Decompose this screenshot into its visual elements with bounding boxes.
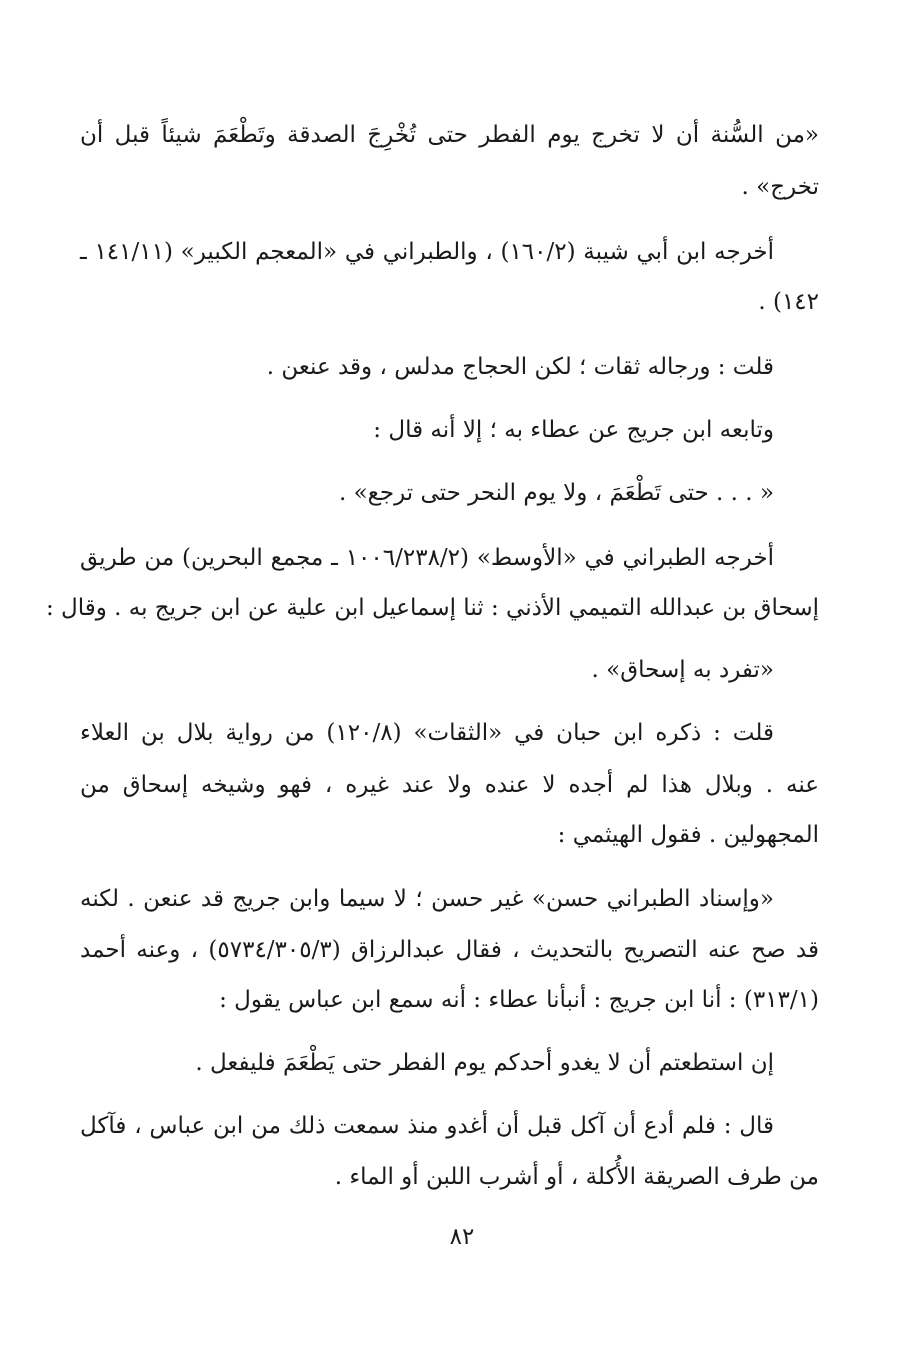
text-line-9: إسحاق بن عبدالله التميمي الأذني : ثنا إسماعيل ابن علية عن ابن جريج به . وقال : <box>45 595 819 621</box>
text-line-8: أخرجه الطبراني في «الأوسط» (١٠٠٦/٢٣٨/٢ ـ مجمع البحرين) من طريق <box>80 545 775 571</box>
text-line-5: قلت : ورجاله ثقات ؛ لكن الحجاج مدلس ، وقد عنعن . <box>266 354 774 380</box>
text-line-4: ١٤٢) . <box>758 289 819 315</box>
text-line-6: وتابعه ابن جريج عن عطاء به ؛ إلا أنه قال : <box>373 417 774 443</box>
text-line-11: قلت : ذكره ابن حبان في «الثقات» (١٢٠/٨) من رواية بلال بن العلاء <box>80 720 774 746</box>
text-line-1: «من السُّنة أن لا تخرج يوم الفطر حتى تُخْرِجَ الصدقة وتَطْعَمَ شيئاً قبل أن <box>80 122 819 148</box>
text-line-3: أخرجه ابن أبي شيبة (١٦٠/٢) ، والطبراني في «المعجم الكبير» (١٤١/١١ ـ <box>80 239 774 265</box>
text-line-17: إن استطعتم أن لا يغدو أحدكم يوم الفطر حتى يَطْعَمَ فليفعل . <box>195 1050 774 1076</box>
text-line-7: « . . . حتى تَطْعَمَ ، ولا يوم النحر حتى ترجع» . <box>338 480 774 506</box>
text-line-2: تخرج» . <box>741 174 819 200</box>
text-line-14: «وإسناد الطبراني حسن» غير حسن ؛ لا سيما وابن جريج قد عنعن . لكنه <box>80 886 774 912</box>
text-line-18: قال : فلم أدع أن آكل قبل أن أغدو منذ سمعت ذلك من ابن عباس ، فآكل <box>80 1113 774 1139</box>
text-line-16: (٣١٣/١) : أنا ابن جريج : أنبأنا عطاء : أنه سمع ابن عباس يقول : <box>219 987 819 1013</box>
text-line-19: من طرف الصريقة الأُكلة ، أو أشرب اللبن أو الماء . <box>334 1164 819 1190</box>
text-line-10: «تفرد به إسحاق» . <box>591 657 774 683</box>
page-number: ٨٢ <box>449 1224 475 1250</box>
text-line-15: قد صح عنه التصريح بالتحديث ، فقال عبدالرزاق (٥٧٣٤/٣٠٥/٣) ، وعنه أحمد <box>80 937 819 963</box>
text-line-12: عنه . وبلال هذا لم أجده لا عنده ولا عند غيره ، فهو وشيخه إسحاق من <box>80 772 819 798</box>
text-line-13: المجهولين . فقول الهيثمي : <box>557 822 819 848</box>
